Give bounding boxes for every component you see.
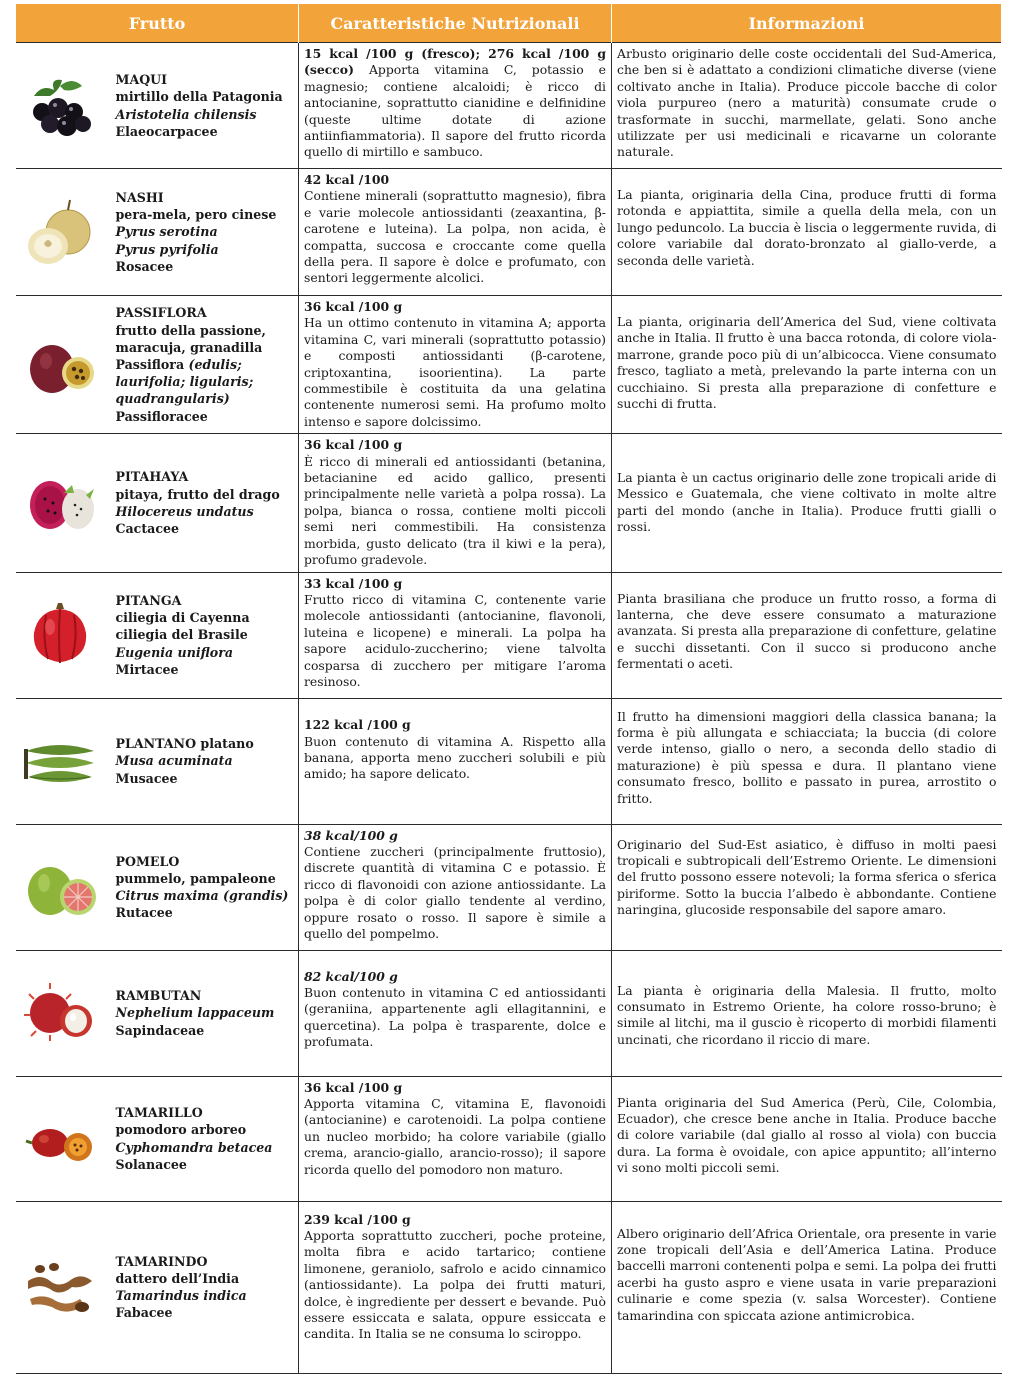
fruit-name: PITANGA bbox=[115, 592, 182, 608]
table-row bbox=[16, 572, 1002, 698]
nutrition-text: Contiene zuccheri (principalmente fruttosio), discrete quantità di vitamina C e potassio. È ricco di flavonoidi con azione antiossidante. La polpa è di color giallo tendente al verdino, oppure rosato o rosso. Il sapore è simile a quello del pompelmo. bbox=[304, 843, 606, 941]
table-row bbox=[16, 296, 1002, 434]
fruit-common-name: pitaya, frutto del drago bbox=[115, 486, 280, 502]
nutrition-text: Apporta vitamina C, vitamina E, flavonoidi (antocianine) e carotenoidi. La polpa contiene un nucleo morbido; ha colore variabile (giallo crema, arancio-giallo, arancio-rosso); il sapore ricorda quello del pomodoro non maturo. bbox=[304, 1095, 606, 1177]
info-text: Pianta brasiliana che produce un frutto rosso, a forma di lanterna, che deve essere consumato a maturazione avanzata. Si presta alla preparazione di confetture, gelatine e succhi dissetanti. Con il succo si producono anche fermentati o aceti. bbox=[617, 590, 997, 672]
info-text: Albero originario dell’Africa Orientale, ora presente in varie zone tropicali dell’Asia e dell’America Latina. Produce baccelli marroni contenenti polpa e semi. La polpa dei frutti acerbi ha gusto aspro e viene usata in varie preparazioni culinarie e come spezia (v. salsa Worcester). Contiene tamarindina con spiccata azione antimicrobica. bbox=[617, 1225, 997, 1323]
fruit-scientific-name: (edulis; laurifolia; ligularis; quadrangularis) bbox=[115, 357, 254, 407]
info-cell bbox=[612, 824, 1002, 950]
fruit-scientific-name: Eugenia uniflora bbox=[115, 644, 234, 660]
kcal-value: 36 kcal /100 g bbox=[304, 437, 403, 453]
table-row bbox=[16, 434, 1002, 572]
fruit-cell bbox=[16, 434, 299, 572]
table-row bbox=[16, 824, 1002, 950]
fruit-family: Elaeocarpacee bbox=[115, 123, 218, 139]
fruit-name: PASSIFLORA bbox=[115, 305, 207, 321]
fruit-names bbox=[116, 304, 299, 424]
header-fruit: Frutto bbox=[16, 4, 299, 43]
fruit-names bbox=[116, 189, 277, 275]
nutrition-cell bbox=[299, 296, 612, 434]
fruit-names bbox=[116, 1104, 273, 1173]
fruit-name: TAMARILLO bbox=[115, 1105, 203, 1121]
fruit-common-name: mirtillo della Patagonia bbox=[115, 89, 283, 105]
maqui-berries-icon bbox=[20, 66, 100, 146]
fruit-scientific-name: Cyphomandra betacea bbox=[115, 1139, 273, 1155]
fruit-family: Musacee bbox=[115, 770, 178, 786]
header-nutrition: Caratteristiche Nutrizionali bbox=[299, 4, 612, 43]
fruit-common-name: ciliegia di Cayenna bbox=[115, 610, 250, 626]
fruit-genus: Passiflora bbox=[115, 357, 185, 373]
nashi-pear-icon bbox=[20, 192, 100, 272]
table-row bbox=[16, 43, 1002, 169]
tamarind-icon bbox=[20, 1247, 100, 1327]
info-cell bbox=[612, 434, 1002, 572]
nutrition-text: Contiene minerali (soprattutto magnesio), fibra e varie molecole antiossidanti (zeaxantina, β-carotene e luteina). La polpa, non acida, è compatta, succosa e croccante come quella della pera. Il sapore è dolce e profumato, con sentori leggermente alcolici. bbox=[304, 188, 606, 286]
fruit-scientific-name: Aristotelia chilensis bbox=[115, 106, 257, 122]
fruit-common-name-2: maracuja, granadilla bbox=[115, 339, 263, 355]
info-cell bbox=[612, 296, 1002, 434]
info-text: Il frutto ha dimensioni maggiori della classica banana; la forma è più allungata e schiacciata; la buccia (di colore verde intenso, giallo o nero, a seconda dello stadio di maturazione) è più spessa e dura. Il plantano viene consumato fresco, bollito e passato in purea, arrostito o fritto. bbox=[617, 708, 997, 806]
nutrition-cell bbox=[299, 1076, 612, 1201]
fruit-name: POMELO bbox=[115, 853, 180, 869]
fruit-scientific-name: Tamarindus indica bbox=[115, 1288, 247, 1303]
table-row bbox=[16, 950, 1002, 1076]
fruit-name: PLANTANO bbox=[115, 736, 197, 752]
fruit-name: TAMARINDO bbox=[115, 1253, 208, 1269]
fruit-cell bbox=[16, 950, 299, 1076]
fruit-family: Mirtacee bbox=[115, 661, 179, 677]
nutrition-cell bbox=[299, 698, 612, 824]
fruit-cell bbox=[16, 169, 299, 296]
table-row bbox=[16, 1201, 1002, 1373]
info-text: La pianta, originaria della Cina, produce frutti di forma rotonda e appiattita, simile a quella della mela, con un lungo peduncolo. La buccia è liscia o leggermente ruvida, di colore variabile dal dorato-bronzato al giallo-verde, a seconda delle varietà. bbox=[617, 187, 997, 268]
fruit-common-name: pomodoro arboreo bbox=[115, 1122, 247, 1138]
fruit-names bbox=[116, 468, 280, 537]
kcal-value: 82 kcal/100 g bbox=[304, 968, 398, 984]
info-cell bbox=[612, 43, 1002, 169]
fruit-cell bbox=[16, 1076, 299, 1201]
nutrition-cell bbox=[299, 950, 612, 1076]
kcal-value: 33 kcal /100 g bbox=[304, 575, 403, 591]
info-cell bbox=[612, 1201, 1002, 1373]
table-row bbox=[16, 698, 1002, 824]
kcal-value: 239 kcal /100 g bbox=[304, 1211, 411, 1227]
fruit-common-name: frutto della passione, bbox=[115, 322, 266, 338]
fruit-cell bbox=[16, 296, 299, 434]
pitanga-icon bbox=[20, 595, 100, 675]
fruit-cell bbox=[16, 698, 299, 824]
nutrition-text: Buon contenuto di vitamina A. Rispetto alla banana, apporta meno zuccheri solubili e più amido; ha sapore delicato. bbox=[304, 733, 606, 782]
tamarillo-icon bbox=[20, 1099, 100, 1179]
nutrition-cell bbox=[299, 1201, 612, 1373]
nutrition-cell bbox=[299, 434, 612, 572]
info-text: Pianta originaria del Sud America (Perù, Cile, Colombia, Ecuador), che cresce bene anche in Italia. Produce bacche di colore variabile (dal giallo al rosso al viola) con buccia dura. La forma è ovoidale, con apice appuntito; all’interno vi sono molti piccoli semi. bbox=[617, 1094, 997, 1176]
header-info: Informazioni bbox=[612, 4, 1002, 43]
fruit-family: Fabacee bbox=[115, 1305, 173, 1321]
nutrition-text: Apporta vitamina C, potassio e magnesio; contiene alcaloidi; è ricco di antocianine, soprattutto cianidine e delfinidine (queste ultime dotate di azione antiinfiammatoria). Il sapore del frutto ricorda quello di mirtillo e sambuco. bbox=[304, 62, 606, 160]
info-cell bbox=[612, 572, 1002, 698]
kcal-value: 15 kcal /100 g (fresco); 276 kcal /100 g (secco) bbox=[304, 46, 606, 78]
fruit-family: Rosacee bbox=[115, 258, 174, 274]
fruit-cell bbox=[16, 572, 299, 698]
nutrition-cell bbox=[299, 572, 612, 698]
fruit-common-name-2: ciliegia del Brasile bbox=[115, 627, 248, 643]
plantain-icon bbox=[20, 721, 100, 801]
fruit-names bbox=[116, 987, 275, 1039]
info-cell bbox=[612, 698, 1002, 824]
fruit-name: NASHI bbox=[115, 189, 164, 205]
fruit-common-name: dattero dell’India bbox=[115, 1270, 240, 1286]
nutrition-text: Frutto ricco di vitamina C, contenente varie molecole antiossidanti (antocianine, flavonoli, luteina e licopene) e minerali. La polpa ha sapore acidulo-zuccherino; viene talvolta cosparsa di zucchero per mitigare l’aroma resinoso. bbox=[304, 591, 606, 689]
fruit-cell bbox=[16, 43, 299, 169]
fruit-names bbox=[116, 1253, 247, 1322]
nutrition-text: Buon contenuto in vitamina C ed antiossidanti (geraniina, appartenente agli ellagitannini, e quercetina). La polpa è trasparente, dolce e profumata. bbox=[304, 984, 606, 1050]
fruit-scientific-name: Nephelium lappaceum bbox=[115, 1005, 275, 1021]
fruit-table bbox=[15, 4, 1002, 1374]
pomelo-icon bbox=[20, 847, 100, 927]
rambutan-icon bbox=[20, 973, 100, 1053]
kcal-value: 36 kcal /100 g bbox=[304, 299, 403, 314]
fruit-family: Cactacee bbox=[115, 521, 180, 537]
info-cell bbox=[612, 950, 1002, 1076]
fruit-family: Solanacee bbox=[115, 1156, 187, 1172]
info-text: La pianta è originaria della Malesia. Il frutto, molto consumato in Estremo Oriente, ha colore rosso-bruno; è simile al litchi, ma il guscio è ricoperto di morbidi filamenti uncinati, che ricordano il riccio di mare. bbox=[617, 982, 997, 1047]
nutrition-text: Apporta soprattutto zuccheri, poche proteine, molta fibra e acido tartarico; contiene limonene, geraniolo, safrolo e acido cinnamico (antiossidante). La polpa dei frutti maturi, dolce, è ingrediente per dessert e bevande. Può essere essiccata e salata, oppure essiccata e candita. In Italia se ne consuma lo sciroppo. bbox=[304, 1227, 606, 1342]
fruit-names bbox=[116, 71, 283, 140]
fruit-name: MAQUI bbox=[115, 72, 168, 88]
header-row bbox=[16, 4, 1002, 43]
passion-fruit-icon bbox=[20, 325, 100, 405]
fruit-scientific-name-2: Pyrus pyrifolia bbox=[115, 241, 219, 257]
fruit-scientific-name: Hilocereus undatus bbox=[115, 503, 254, 519]
fruit-names bbox=[116, 735, 254, 787]
table-row bbox=[16, 1076, 1002, 1201]
fruit-cell bbox=[16, 824, 299, 950]
nutrition-text: È ricco di minerali ed antiossidanti (betanina, betacianine ed acido gallico, presenti principalmente nelle varietà a polpa rossa). La polpa, bianca o rossa, contiene molti piccoli semi neri commestibili. Ha consistenza morbida, gusto delicato (tra il kiwi e la pera), profumo gradevole. bbox=[304, 453, 606, 568]
dragon-fruit-icon bbox=[20, 463, 100, 543]
kcal-value: 36 kcal /100 g bbox=[304, 1079, 403, 1095]
fruit-names bbox=[116, 853, 289, 922]
kcal-value: 38 kcal/100 g bbox=[304, 827, 398, 843]
fruit-scientific-name: Pyrus serotina bbox=[115, 224, 218, 240]
table-row bbox=[16, 169, 1002, 296]
nutrition-cell bbox=[299, 43, 612, 169]
fruit-name: RAMBUTAN bbox=[115, 988, 202, 1004]
fruit-common-name: pera-mela, pero cinese bbox=[115, 207, 277, 223]
fruit-scientific-name: Citrus maxima (grandis) bbox=[115, 888, 289, 903]
fruit-name: PITAHAYA bbox=[115, 469, 189, 485]
fruit-common-name: pummelo, pampaleone bbox=[115, 870, 276, 886]
fruit-cell bbox=[16, 1201, 299, 1373]
info-text: La pianta, originaria dell’America del Sud, viene coltivata anche in Italia. Il frutto è una bacca rotonda, di colore viola-marrone, grande poco più di un’albicocca. Viene consumato fresco, tagliato a metà, prelevando la parte interna con un cucchiaino. Si presta alla preparazione di confetture e succhi di frutta. bbox=[617, 314, 997, 412]
nutrition-text: Ha un ottimo contenuto in vitamina A; apporta vitamina C, vari minerali (soprattutto potassio) e composti antiossidanti (β-carotene, criptoxantina, isoorientina). La parte commestibile è costituita da una gelatina contenente numerosi semi. Ha profumo molto intenso e sapore dolcissimo. bbox=[304, 315, 606, 429]
fruit-family: Sapindaceae bbox=[115, 1022, 205, 1038]
fruit-scientific-name: Musa acuminata bbox=[115, 753, 233, 769]
kcal-value: 42 kcal /100 bbox=[304, 172, 390, 187]
fruit-family: Rutacee bbox=[115, 905, 173, 921]
kcal-value: 122 kcal /100 g bbox=[304, 717, 411, 733]
info-cell bbox=[612, 169, 1002, 296]
fruit-names bbox=[116, 592, 250, 678]
fruit-common-name: platano bbox=[196, 736, 254, 752]
nutrition-cell bbox=[299, 169, 612, 296]
info-text: Originario del Sud-Est asiatico, è diffuso in molti paesi tropicali e subtropicali dell’Estremo Oriente. Le dimensioni del frutto possono essere notevoli; la forma sferica o sferica piriforme. Sotto la buccia l’albedo è abbondante. Contiene naringina, glucoside responsabile del sapore amaro. bbox=[617, 836, 997, 918]
fruit-family: Passifloracee bbox=[115, 408, 208, 424]
info-text: La pianta è un cactus originario delle zone tropicali aride di Messico e Guatemala, che viene coltivato in molte altre parti del mondo (anche in Italia). Produce frutti gialli o rossi. bbox=[617, 470, 997, 535]
nutrition-cell bbox=[299, 824, 612, 950]
info-text: Arbusto originario delle coste occidentali del Sud-America, che ben si è adattato a condizioni climatiche diverse (viene coltivato anche in Italia). Produce piccole bacche di color viola purpureo (nero a maturità) consumate crude o trasformate in succhi, marmellate, gelati. Sono anche utilizzate per usi medicinali e ricavarne un colorante naturale. bbox=[617, 46, 997, 160]
info-cell bbox=[612, 1076, 1002, 1201]
